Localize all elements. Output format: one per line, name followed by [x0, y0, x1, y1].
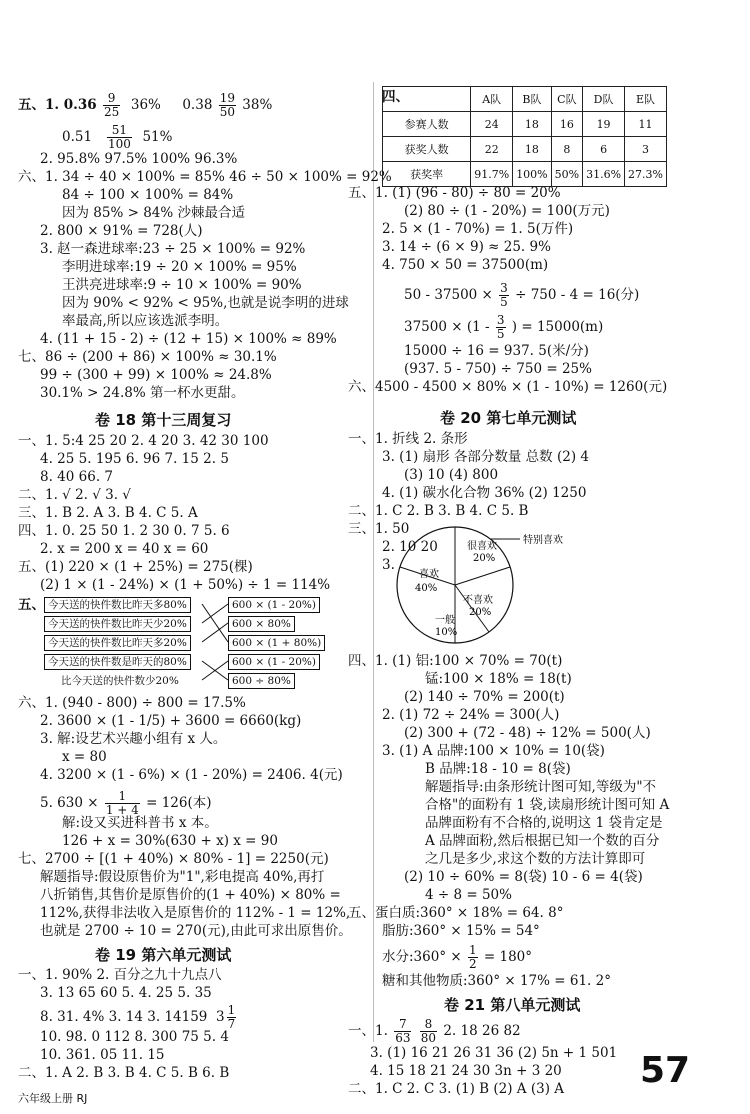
q6-line: 因为 85% > 84% 沙棘最合适 — [62, 205, 245, 221]
q6-line: 李明进球率:19 ÷ 20 × 100% = 95% — [62, 259, 297, 275]
numerator: 3 — [496, 313, 505, 327]
table-cell: 16 — [551, 112, 582, 137]
fraction — [105, 790, 140, 817]
q5-line1 — [18, 92, 272, 119]
match-right-item: 600 × (1 + 80%) — [228, 635, 325, 651]
pie-label: 一般 — [435, 615, 455, 626]
match-right-list — [228, 596, 325, 691]
p20-line: 解题指导:由条形统计图可知,等级为"不 — [425, 779, 657, 795]
table-row — [383, 162, 667, 187]
table-header-cell — [383, 87, 471, 112]
q6-line: 2. 800 × 91% = 728(人) — [40, 223, 203, 239]
table-cell: 8 — [551, 137, 582, 162]
r-q5-line: (2) 80 ÷ (1 - 20%) = 100(万元) — [404, 203, 610, 219]
p19-line: 二、1. A 2. B 3. B 4. C 5. B 6. B — [18, 1065, 230, 1081]
numerator: 8 — [420, 1018, 437, 1032]
table-cell: 31.6% — [583, 162, 625, 187]
numerator: 51 — [107, 124, 132, 138]
p20-line: (2) 140 ÷ 70% = 200(t) — [404, 689, 565, 705]
table-cell: 19 — [583, 112, 625, 137]
q6-line: 3. 赵一森进球率:23 ÷ 25 × 100% = 92% — [40, 241, 306, 257]
p20-line: 2. 10 20 — [382, 539, 438, 555]
p20-line: 脂肪:360° × 15% = 54° — [382, 923, 540, 939]
column-divider — [373, 82, 374, 1042]
p20-line: 五、蛋白质:360° × 18% = 64. 8° — [348, 905, 564, 921]
table-cell: 27.3% — [625, 162, 667, 187]
table-cell: 获奖率 — [383, 162, 471, 187]
r-q5-eq2 — [404, 314, 603, 341]
fraction — [107, 124, 132, 151]
p20-line: (2) 300 + (72 - 48) ÷ 12% = 500(人) — [404, 725, 651, 741]
p20-line: 3. (1) A 品牌:100 × 10% = 10(袋) — [382, 743, 605, 759]
q6-line: 因为 90% < 92% < 95%,也就是说李明的进球 — [62, 295, 349, 311]
table-cell: 91.7% — [471, 162, 513, 187]
text: 5. 630 × — [40, 795, 99, 811]
p18-line: 8. 40 66. 7 — [40, 469, 113, 485]
denominator: 50 — [219, 105, 235, 119]
q7-line: 30.1% > 24.8% 第一杯水更甜。 — [40, 385, 245, 401]
p20-line: 一、1. 折线 2. 条形 — [348, 431, 468, 447]
denominator: 5 — [496, 327, 505, 341]
footer-grade: 六年级上册 RJ — [18, 1092, 88, 1105]
numerator: 19 — [219, 91, 235, 105]
pie-label: 10% — [435, 627, 458, 638]
r-q5-line: 五、1. (1) (96 - 80) ÷ 80 = 20% — [348, 185, 561, 201]
pie-label: 20% — [473, 553, 496, 564]
pie-label: 20% — [469, 607, 492, 618]
denominator: 63 — [395, 1031, 411, 1045]
section-title-20: 卷 20 第七单元测试 — [440, 409, 577, 427]
denominator: 1 + 4 — [105, 803, 139, 817]
fraction — [103, 92, 120, 119]
p21-line: 3. (1) 16 21 26 31 36 (2) 5n + 1 501 — [370, 1045, 618, 1061]
table-cell: 3 — [625, 137, 667, 162]
p20-line: B 品牌:18 - 10 = 8(袋) — [425, 761, 571, 777]
p20-line: 四、1. (1) 铝:100 × 70% = 70(t) — [348, 653, 563, 669]
p19-line: 10. 361. 05 11. 15 — [40, 1047, 165, 1063]
p20-line: 锰:100 × 18% = 18(t) — [425, 671, 572, 687]
table-cell: 24 — [471, 112, 513, 137]
p20-line: (2) 10 ÷ 60% = 8(袋) 10 - 6 = 4(袋) — [404, 869, 643, 885]
pie-chart — [395, 525, 615, 645]
table-cell: 11 — [625, 112, 667, 137]
match-left-item: 比今天送的快件数少20% — [61, 675, 179, 687]
p18-line: 4. 25 5. 195 6. 96 7. 15 2. 5 — [40, 451, 229, 467]
p20-line: 品牌面粉有不合格的,说明这 1 袋肯定是 — [425, 815, 663, 831]
text: 0.38 — [182, 97, 213, 113]
p18-line: 解:设又买进科普书 x 本。 — [62, 815, 218, 831]
q5-line2 — [62, 124, 172, 151]
text: 8. 31. 4% 3. 14 3. 14159 — [40, 1009, 208, 1025]
fraction — [468, 944, 478, 971]
fraction — [496, 314, 506, 341]
q7-line: 99 ÷ (300 + 99) × 100% ≈ 24.8% — [40, 367, 272, 383]
table-cell: 18 — [513, 112, 551, 137]
table-header-cell: C队 — [551, 87, 582, 112]
p18-line5 — [40, 790, 212, 817]
section-title-21: 卷 21 第八单元测试 — [444, 996, 581, 1014]
fraction — [219, 92, 236, 119]
table-header-cell: E队 — [625, 87, 667, 112]
table-cell: 获奖人数 — [383, 137, 471, 162]
text: 37500 × (1 - — [404, 319, 490, 335]
table-header-cell: B队 — [513, 87, 551, 112]
page-number: 57 — [640, 1050, 691, 1091]
pie-divider — [455, 567, 510, 585]
p19-line: 3. 13 65 60 5. 4. 25 5. 35 — [40, 985, 212, 1001]
text: 2. 18 26 82 — [443, 1023, 521, 1039]
denominator: 2 — [468, 957, 477, 971]
text: ÷ 750 - 4 = 16(分) — [515, 287, 640, 303]
p20-line: 2. (1) 72 ÷ 24% = 300(人) — [382, 707, 560, 723]
fraction — [394, 1018, 411, 1045]
r-q5-line: 15000 ÷ 16 = 937. 5(米/分) — [404, 343, 589, 359]
data-table — [382, 86, 667, 187]
pie-label: 喜欢 — [419, 569, 439, 580]
denominator: 5 — [500, 295, 508, 309]
numerator: 1 — [105, 790, 140, 804]
p18-line: 2. 3600 × (1 - 1/5) + 3600 = 6660(kg) — [40, 713, 302, 729]
p19-line: 10. 98. 0 112 8. 300 75 5. 4 — [40, 1029, 229, 1045]
match-left-item: 今天送的快件数比昨天少20% — [44, 616, 191, 632]
text: 38% — [242, 97, 273, 113]
p19-line: 一、1. 90% 2. 百分之九十九点八 — [18, 967, 222, 983]
p18-line: 2. x = 200 x = 40 x = 60 — [40, 541, 209, 557]
q7-line: 七、86 ÷ (200 + 86) × 100% ≈ 30.1% — [18, 349, 277, 365]
pie-label: 很喜欢 — [467, 541, 497, 552]
table-header-row — [383, 87, 667, 112]
match-left-item: 今天送的快件数比昨天多20% — [44, 635, 191, 651]
denominator: 100 — [107, 137, 131, 151]
table-header-cell: A队 — [471, 87, 513, 112]
p20-line: 合格"的面粉有 1 袋,读扇形统计图可知 A — [425, 797, 670, 813]
q4-label: 四、 — [382, 89, 409, 105]
pie-label: 不喜欢 — [463, 595, 493, 606]
p18-line: 4. 3200 × (1 - 6%) × (1 - 20%) = 2406. 4(元) — [40, 767, 343, 783]
table-cell: 18 — [513, 137, 551, 162]
r-q5-line: (937. 5 - 750) ÷ 750 = 25% — [404, 361, 592, 377]
table-header-cell: D队 — [583, 87, 625, 112]
fraction — [227, 1004, 237, 1031]
p18-line: 126 + x = 30%(630 + x) x = 90 — [62, 833, 278, 849]
text: 50 - 37500 × — [404, 287, 493, 303]
text: 五、1. 0.36 — [18, 97, 97, 113]
p18-line: 解题指导:假设原售价为"1",彩电提高 40%,再打 — [40, 869, 325, 885]
text: 水分:360° × — [382, 949, 462, 965]
r-q5-eq1 — [404, 282, 639, 309]
r-q6-line: 六、4500 - 4500 × 80% × (1 - 10%) = 1260(元) — [348, 379, 668, 395]
p21-line: 4. 15 18 21 24 30 3n + 3 20 — [370, 1063, 562, 1079]
q6-line: 王洪亮进球率:9 ÷ 10 × 100% = 90% — [62, 277, 302, 293]
text: = 180° — [483, 949, 533, 965]
match-left-item: 今天送的快件数是昨天的80% — [44, 654, 191, 670]
p18-line: 七、2700 ÷ [(1 + 40%) × 80% - 1] = 2250(元) — [18, 851, 329, 867]
numerator: 9 — [103, 92, 120, 106]
match-right-item: 600 × 80% — [228, 616, 295, 632]
numerator: 1 — [227, 1003, 236, 1017]
p18-line: 六、1. (940 - 800) ÷ 800 = 17.5% — [18, 695, 246, 711]
table-cell: 参赛人数 — [383, 112, 471, 137]
p18-line: x = 80 — [62, 749, 107, 765]
text: 36% — [130, 97, 161, 113]
p18-line: 四、1. 0. 25 50 1. 2 30 0. 7 5. 6 — [18, 523, 230, 539]
pie-label: 特别喜欢 — [523, 535, 563, 546]
match-left-list — [44, 596, 191, 691]
p21-line: 二、1. C 2. C 3. (1) B (2) A (3) A — [348, 1081, 564, 1097]
p20-line: 3. (1) 扇形 各部分数量 总数 (2) 4 — [382, 449, 589, 465]
q6-line: 4. (11 + 15 - 2) ÷ (12 + 15) × 100% ≈ 89% — [40, 331, 337, 347]
pie-label: 40% — [415, 583, 438, 594]
denominator: 7 — [227, 1017, 236, 1031]
p20-line: (3) 10 (4) 800 — [404, 467, 499, 483]
fraction — [499, 282, 509, 309]
text: 一、1. — [348, 1023, 388, 1039]
p18-line: 也就是 2700 ÷ 10 = 270(元),由此可求出原售价。 — [40, 923, 352, 939]
match-right-item: 600 × (1 - 20%) — [228, 597, 320, 613]
q6-line: 84 ÷ 100 × 100% = 84% — [62, 187, 234, 203]
section-title-19: 卷 19 第六单元测试 — [95, 946, 232, 964]
r-q5-line: 4. 750 × 50 = 37500(m) — [382, 257, 549, 273]
q6-line: 率最高,所以应该选派李明。 — [62, 313, 229, 329]
p19-line-frac — [40, 1004, 238, 1031]
numerator: 3 — [500, 281, 508, 295]
table-cell: 50% — [551, 162, 582, 187]
r-q5-line: 2. 5 × (1 - 70%) = 1. 5(万件) — [382, 221, 574, 237]
match-right-item: 600 ÷ 80% — [228, 673, 295, 689]
section-title-18: 卷 18 第十三周复习 — [95, 411, 232, 429]
p21-line1 — [348, 1018, 521, 1045]
match-left-item: 今天送的快件数比昨天多80% — [44, 597, 191, 613]
whole: 3 — [216, 1009, 225, 1025]
p20-line: 糖和其他物质:360° × 17% = 61. 2° — [382, 973, 611, 989]
p20-water — [382, 944, 532, 971]
p20-line: 3. — [382, 557, 395, 573]
table-cell: 100% — [513, 162, 551, 187]
table-row — [383, 137, 667, 162]
match-right-item: 600 × (1 - 20%) — [228, 654, 320, 670]
q5-line3: 2. 95.8% 97.5% 100% 96.3% — [40, 151, 238, 167]
text: 51% — [142, 129, 173, 145]
p18-line: (2) 1 × (1 - 24%) × (1 + 50%) ÷ 1 = 114% — [40, 577, 331, 593]
p20-line: 二、1. C 2. B 3. B 4. C 5. B — [348, 503, 529, 519]
text: = 126(本) — [146, 795, 212, 811]
p20-line: 三、1. 50 — [348, 521, 410, 537]
q6-line: 六、1. 34 ÷ 40 × 100% = 85% 46 ÷ 50 × 100% = 92% — [18, 169, 392, 185]
p18-line: 3. 解:设艺术兴趣小组有 x 人。 — [40, 731, 227, 747]
denominator: 80 — [420, 1031, 437, 1045]
p18-line: 八折销售,其售价是原售价的(1 + 40%) × 80% = — [40, 887, 341, 903]
table-cell: 22 — [471, 137, 513, 162]
match-lines — [200, 596, 230, 692]
numerator: 1 — [468, 943, 477, 957]
numerator: 7 — [394, 1018, 411, 1032]
table-row — [383, 112, 667, 137]
p18-line: 五、(1) 220 × (1 + 25%) = 275(棵) — [18, 559, 253, 575]
p18-line: 112%,获得非法收入是原售价的 112% - 1 = 12%, — [40, 905, 351, 921]
p18-line: 三、1. B 2. A 3. B 4. C 5. A — [18, 505, 198, 521]
text: 0.51 — [62, 129, 93, 145]
table-cell: 6 — [583, 137, 625, 162]
denominator: 25 — [103, 105, 120, 119]
r-q5-line: 3. 14 ÷ (6 × 9) ≈ 25. 9% — [382, 239, 551, 255]
text: ) = 15000(m) — [511, 319, 604, 335]
fraction — [420, 1018, 437, 1045]
p18-line: 二、1. √ 2. √ 3. √ — [18, 487, 131, 503]
p20-line: A 品牌面粉,然后根据已知一个数的百分 — [425, 833, 660, 849]
p20-line: 4. (1) 碳水化合物 36% (2) 1250 — [382, 485, 587, 501]
p20-line: 之几是多少,求这个数的方法计算即可 — [425, 851, 646, 867]
match-label: 五、 — [18, 597, 45, 613]
p20-line: 4 ÷ 8 = 50% — [425, 887, 512, 903]
p18-line: 一、1. 5:4 25 20 2. 4 20 3. 42 30 100 — [18, 433, 269, 449]
